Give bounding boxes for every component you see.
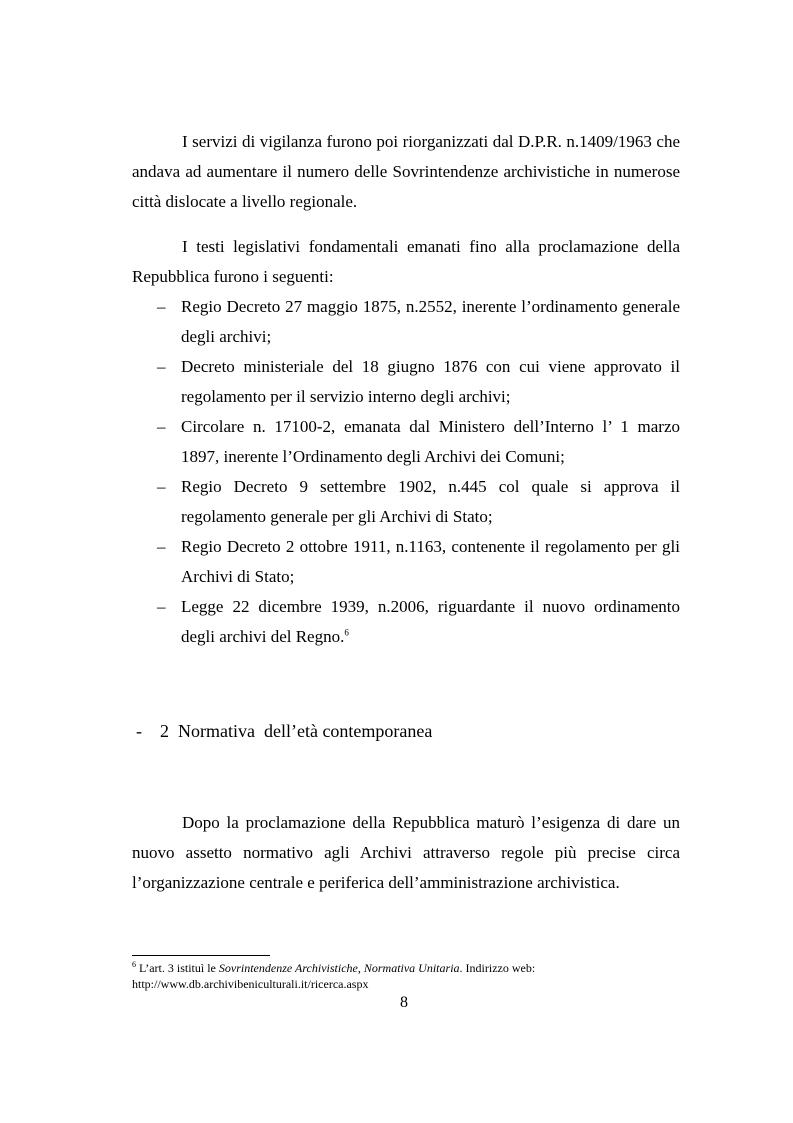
list-bullet: – (157, 297, 166, 316)
list-item (132, 592, 680, 652)
list-item-text: Decreto ministeriale del 18 giugno 1876 con cui viene approvato il regolamento per il servizio interno degli archivi; (181, 357, 680, 406)
paragraph-vigilanza-text: I servizi di vigilanza furono poi riorganizzati dal D.P.R. n.1409/1963 che andava ad aumentare il numero delle Sovrintendenze archivistiche in numerose città dislocate a livello regionale. (132, 132, 680, 211)
list-item (132, 292, 680, 352)
footnote-url[interactable]: http://www.db.archivibeniculturali.it/ricerca.aspx (132, 977, 369, 991)
list-item (132, 472, 680, 532)
footnote-text-after: . Indirizzo web: (459, 961, 536, 975)
list-item-text: Regio Decreto 2 ottobre 1911, n.1163, contenente il regolamento per gli Archivi di Stato; (181, 537, 680, 586)
list-item-text: Legge 22 dicembre 1939, n.2006, riguardante il nuovo ordinamento degli archivi del Regno. (181, 597, 680, 646)
paragraph-proclamazione (132, 808, 680, 898)
list-bullet: – (157, 597, 166, 616)
list-bullet: – (157, 477, 166, 496)
paragraph-testi-legislativi-text: I testi legislativi fondamentali emanati fino alla proclamazione della Repubblica furono i seguenti: (132, 237, 680, 286)
page-number: 8 (400, 994, 408, 1011)
list-item (132, 412, 680, 472)
footnote-separator (132, 955, 270, 956)
footnote-reference[interactable]: 6 (344, 627, 349, 638)
footnote-marker: 6 (132, 960, 136, 969)
list-bullet: – (157, 537, 166, 556)
footnote-text-before: L’art. 3 istituì le (136, 961, 219, 975)
paragraph-proclamazione-text: Dopo la proclamazione della Repubblica maturò l’esigenza di dare un nuovo assetto normativo agli Archivi attraverso regole più precise circa l’organizzazione centrale e periferica dell’amministrazione archivistica. (132, 813, 680, 892)
list-item-text: Regio Decreto 9 settembre 1902, n.445 col quale si approva il regolamento generale per gli Archivi di Stato; (181, 477, 680, 526)
legislation-list (132, 292, 680, 652)
section-heading (136, 716, 432, 746)
list-item (132, 532, 680, 592)
list-item-text: Circolare n. 17100-2, emanata dal Ministero dell’Interno l’ 1 marzo 1897, inerente l’Ordinamento degli Archivi dei Comuni; (181, 417, 680, 466)
section-number: 2 (160, 721, 169, 741)
paragraph-vigilanza (132, 127, 680, 217)
section-heading-dash: - (136, 721, 142, 741)
list-bullet: – (157, 417, 166, 436)
footnote (132, 960, 692, 992)
list-bullet: – (157, 357, 166, 376)
section-title: Normativa dell’età contemporanea (178, 721, 433, 741)
footnote-italic-title: Sovrintendenze Archivistiche, Normativa Unitaria (218, 961, 460, 975)
list-item (132, 352, 680, 412)
paragraph-testi-legislativi (132, 232, 680, 292)
list-item-text: Regio Decreto 27 maggio 1875, n.2552, inerente l’ordinamento generale degli archivi; (181, 297, 680, 346)
